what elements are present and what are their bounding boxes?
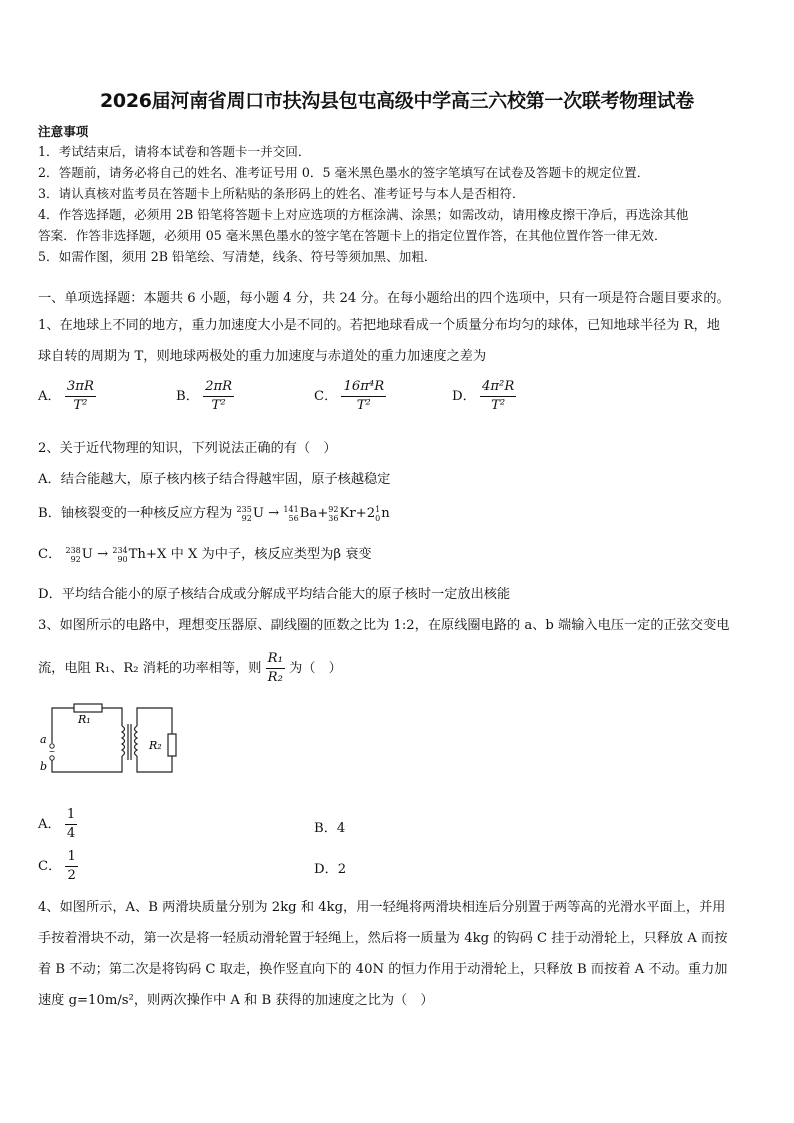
- q1-option-b[interactable]: B． $\frac{2\pi R}{\text{T²}}$: [176, 379, 233, 413]
- fraction: $\frac{1}{4}$: [66, 807, 76, 841]
- svg-text:~: ~: [48, 747, 56, 756]
- q1-option-d[interactable]: D． $\frac{\text{4π²R}}{\text{T²}}$: [452, 379, 515, 413]
- fraction: $\frac{\text{4π²R}}{\text{T²}}$: [481, 379, 515, 413]
- q4-stem-line2: 手按着滑块不动，第一次是将一轻质动滑轮置于轻绳上，然后将一质量为 4kg 的钩码 C 挂于动滑轮上，只释放 A 而按: [38, 931, 728, 946]
- circuit-diagram: [36, 698, 186, 778]
- notice-item: 答案．作答非选择题，必须用 05 毫米黑色墨水的签字笔在答题卡上的指定位置作答，在其他位置作答一律无效．: [38, 228, 667, 243]
- q3-option-d[interactable]: D．2: [314, 862, 347, 877]
- mass-number: 235 92: [236, 504, 252, 523]
- notice-item: 5．如需作图，须用 2B 铅笔绘、写清楚，线条、符号等须加黑、加粗．: [38, 249, 437, 264]
- fraction: $\frac{\text{16π⁴R}}{\text{T²}}$: [343, 379, 385, 413]
- mass-number: 141 56: [283, 504, 299, 523]
- q4-stem-line1: 4、如图所示，A、B 两滑块质量分别为 2kg 和 4kg，用一轻绳将两滑块相连后分别置于两等高的光滑水平面上，并用: [38, 900, 726, 915]
- notice-item: 2．答题前，请务必将自己的姓名、准考证号用 0．5 毫米黑色墨水的签字笔填写在试卷及答题卡的规定位置．: [38, 165, 650, 180]
- q3-stem-line1: 3、如图所示的电路中，理想变压器原、副线圈的匝数之比为 1:2，在原线圈电路的 a、b 端输入电压一定的正弦交变电: [38, 618, 730, 633]
- terminal-b: [50, 756, 54, 760]
- notice-heading: 注意事项: [38, 124, 89, 139]
- q1-option-c[interactable]: C． $\frac{\text{16π⁴R}}{\text{T²}}$: [314, 379, 385, 413]
- q1-stem-line2: 球自转的周期为 T，则地球两极处的重力加速度与赤道处的重力加速度之差为: [38, 349, 487, 364]
- resistor-r2: [168, 734, 176, 756]
- section-heading: 一、单项选择题：本题共 6 小题，每小题 4 分，共 24 分。在每小题给出的四个选项中，只有一项是符合题目要求的。: [38, 291, 730, 306]
- q1-stem-line1: 1、在地球上不同的地方，重力加速度大小是不同的。若把地球看成一个质量分布均匀的球体，已知地球半径为 R，地: [38, 318, 720, 333]
- label-r1: R₁: [78, 713, 91, 726]
- label-r2: R₂: [149, 739, 162, 752]
- q2-option-b[interactable]: B．铀核裂变的一种核反应方程为 235 92 U → 141 56 Ba+ 92 36 Kr+2 1 0 n: [38, 504, 390, 523]
- q3-stem-line2: 流，电阻 R₁、R₂ 消耗的功率相等，则 $\frac{\text{R₁}}{\text{R₂}}$ 为（ ）: [38, 651, 342, 685]
- q4-stem-line3: 着 B 不动；第二次是将钩码 C 取走，换作竖直向下的 40N 的恒力作用于动滑轮上，只释放 B 而按着 A 不动。重力加: [38, 962, 728, 977]
- fraction: $\frac{2\pi R}{\text{T²}}$: [205, 379, 233, 413]
- label-a: a: [40, 733, 47, 746]
- q3-option-c[interactable]: C． $\frac{1}{2}$: [38, 849, 76, 883]
- q1-option-a[interactable]: A． $\frac{3\pi R}{\text{T²}}$: [38, 379, 94, 413]
- page-title: 2026届河南省周口市扶沟县包屯高级中学高三六校第一次联考物理试卷: [100, 90, 694, 112]
- q3-option-b[interactable]: B．4: [314, 821, 346, 836]
- q2-option-a[interactable]: A．结合能越大，原子核内核子结合得越牢固，原子核越稳定: [38, 472, 391, 487]
- resistor-r1: [74, 704, 102, 712]
- q2-option-d[interactable]: D．平均结合能小的原子核结合成或分解成平均结合能大的原子核时一定放出核能: [38, 587, 511, 602]
- mass-number: 1 0: [375, 504, 381, 523]
- notice-item: 3．请认真核对监考员在答题卡上所粘贴的条形码上的姓名、准考证号与本人是否相符．: [38, 186, 525, 201]
- fraction: $\frac{3\pi R}{\text{T²}}$: [66, 379, 94, 413]
- mass-number: 92 36: [328, 504, 339, 523]
- label-b: b: [40, 760, 48, 773]
- mass-number: 238 92: [65, 545, 81, 564]
- notice-item: 4．作答选择题，必须用 2B 铅笔将答题卡上对应选项的方框涂满、涂黑；如需改动，请用橡皮擦干净后，再选涂其他: [38, 207, 689, 222]
- q2-option-c[interactable]: C． 238 92 U → 234 90 Th+X 中 X 为中子，核反应类型为β 衰变: [38, 545, 372, 564]
- ratio-fraction: $\frac{\text{R₁}}{\text{R₂}}$: [267, 651, 283, 685]
- q3-option-a[interactable]: A． $\frac{1}{4}$: [38, 807, 76, 841]
- q2-stem: 2、关于近代物理的知识，下列说法正确的有（ ）: [38, 441, 337, 456]
- q4-stem-line4: 速度 g=10m/s²，则两次操作中 A 和 B 获得的加速度之比为（ ）: [38, 993, 434, 1008]
- fraction: $\frac{1}{2}$: [67, 849, 76, 883]
- notice-item: 1．考试结束后，请将本试卷和答题卡一并交回．: [38, 144, 311, 159]
- mass-number: 234 90: [112, 545, 128, 564]
